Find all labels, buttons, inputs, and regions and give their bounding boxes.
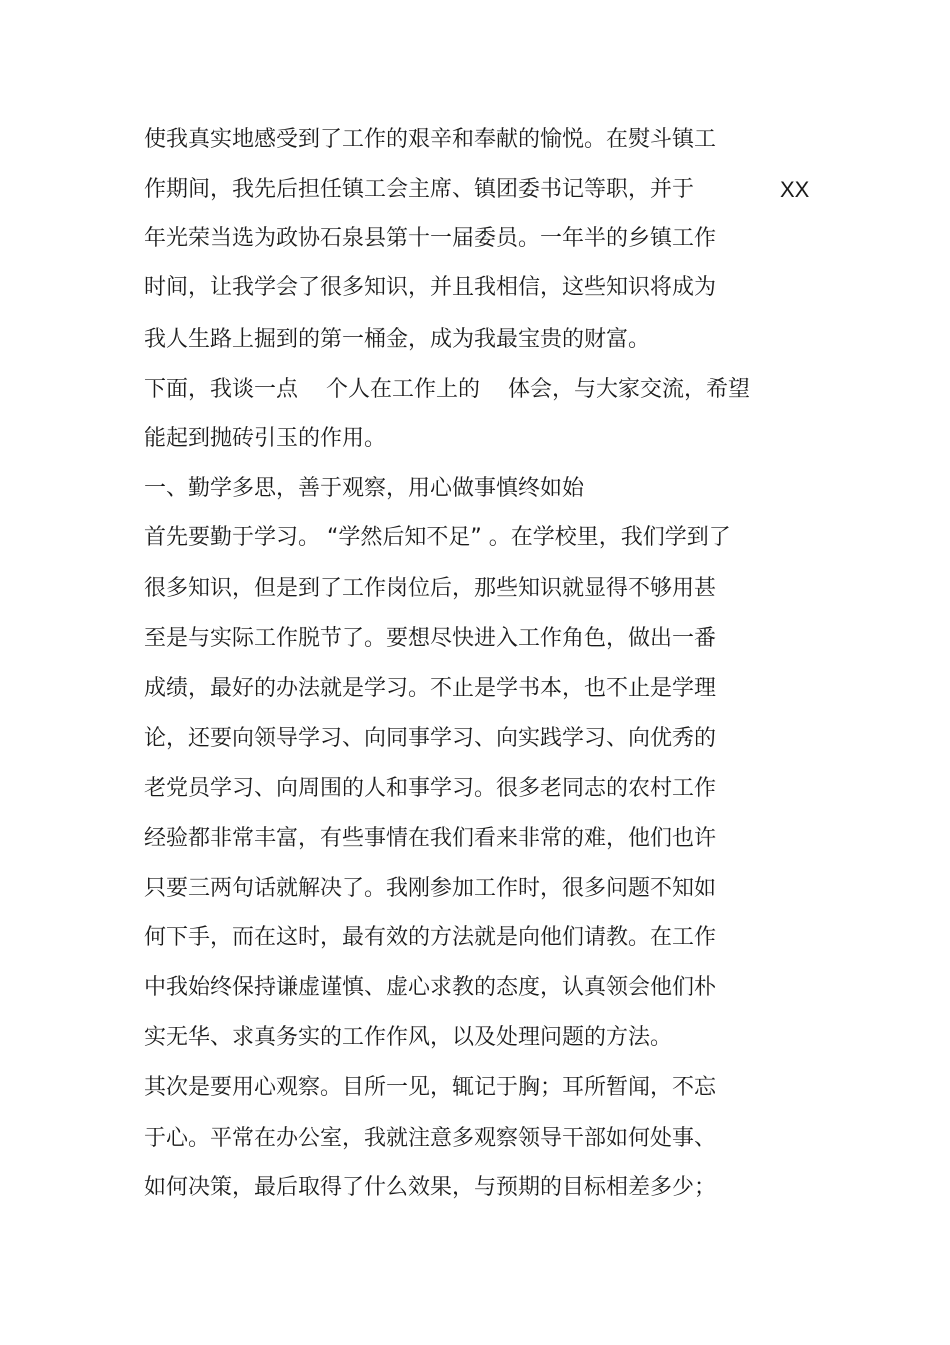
paragraph-line: 使我真实地感受到了工作的艰辛和奉献的愉悦。在熨斗镇工 [144,127,717,152]
margin-note: XX [780,177,810,202]
paragraph-line: 经验都非常丰富，有些事情在我们看来非常的难，他们也许 [144,826,717,851]
paragraph-line: 很多知识，但是到了工作岗位后，那些知识就显得不够用甚 [144,576,717,601]
paragraph-line: 于心。平常在办公室，我就注意多观察领导干部如何处事、 [144,1126,717,1151]
paragraph-line: 何下手，而在这时，最有效的方法就是向他们请教。在工作 [144,925,717,950]
paragraph-line: 时间，让我学会了很多知识，并且我相信，这些知识将成为 [144,275,717,300]
paragraph-line: 能起到抛砖引玉的作用。 [144,426,387,451]
paragraph-line: 论，还要向领导学习、向同事学习、向实践学习、向优秀的 [144,726,717,751]
paragraph-line: 中我始终保持谦虚谨慎、虚心求教的态度，认真领会他们朴 [144,975,717,1000]
paragraph-line: 其次是要用心观察。目所一见，辄记于胸；耳所暂闻，不忘 [144,1075,717,1100]
paragraph-line: 实无华、求真务实的工作作风，以及处理问题的方法。 [144,1025,673,1050]
paragraph-line: 老党员学习、向周围的人和事学习。很多老同志的农村工作 [144,776,717,801]
paragraph-line: 下面，我谈一点 个人在工作上的 体会，与大家交流，希望 [144,377,750,402]
paragraph-line: 我人生路上掘到的第一桶金，成为我最宝贵的财富。 [144,327,651,352]
section-heading: 一、勤学多思，善于观察，用心做事慎终如始 [144,476,585,501]
paragraph-line: 如何决策，最后取得了什么效果，与预期的目标相差多少； [144,1175,717,1200]
paragraph-line: 只要三两句话就解决了。我刚参加工作时，很多问题不知如 [144,876,717,901]
paragraph-line: 作期间，我先后担任镇工会主席、镇团委书记等职，并于 [144,177,695,202]
paragraph-line: 成绩，最好的办法就是学习。不止是学书本，也不止是学理 [144,676,717,701]
paragraph-line: 至是与实际工作脱节了。要想尽快进入工作角色，做出一番 [144,626,717,651]
paragraph-line: 年光荣当选为政协石泉县第十一届委员。一年半的乡镇工作 [144,226,717,251]
paragraph-line: 首先要勤于学习。 “学然后知不足” 。在学校里，我们学到了 [144,525,731,550]
